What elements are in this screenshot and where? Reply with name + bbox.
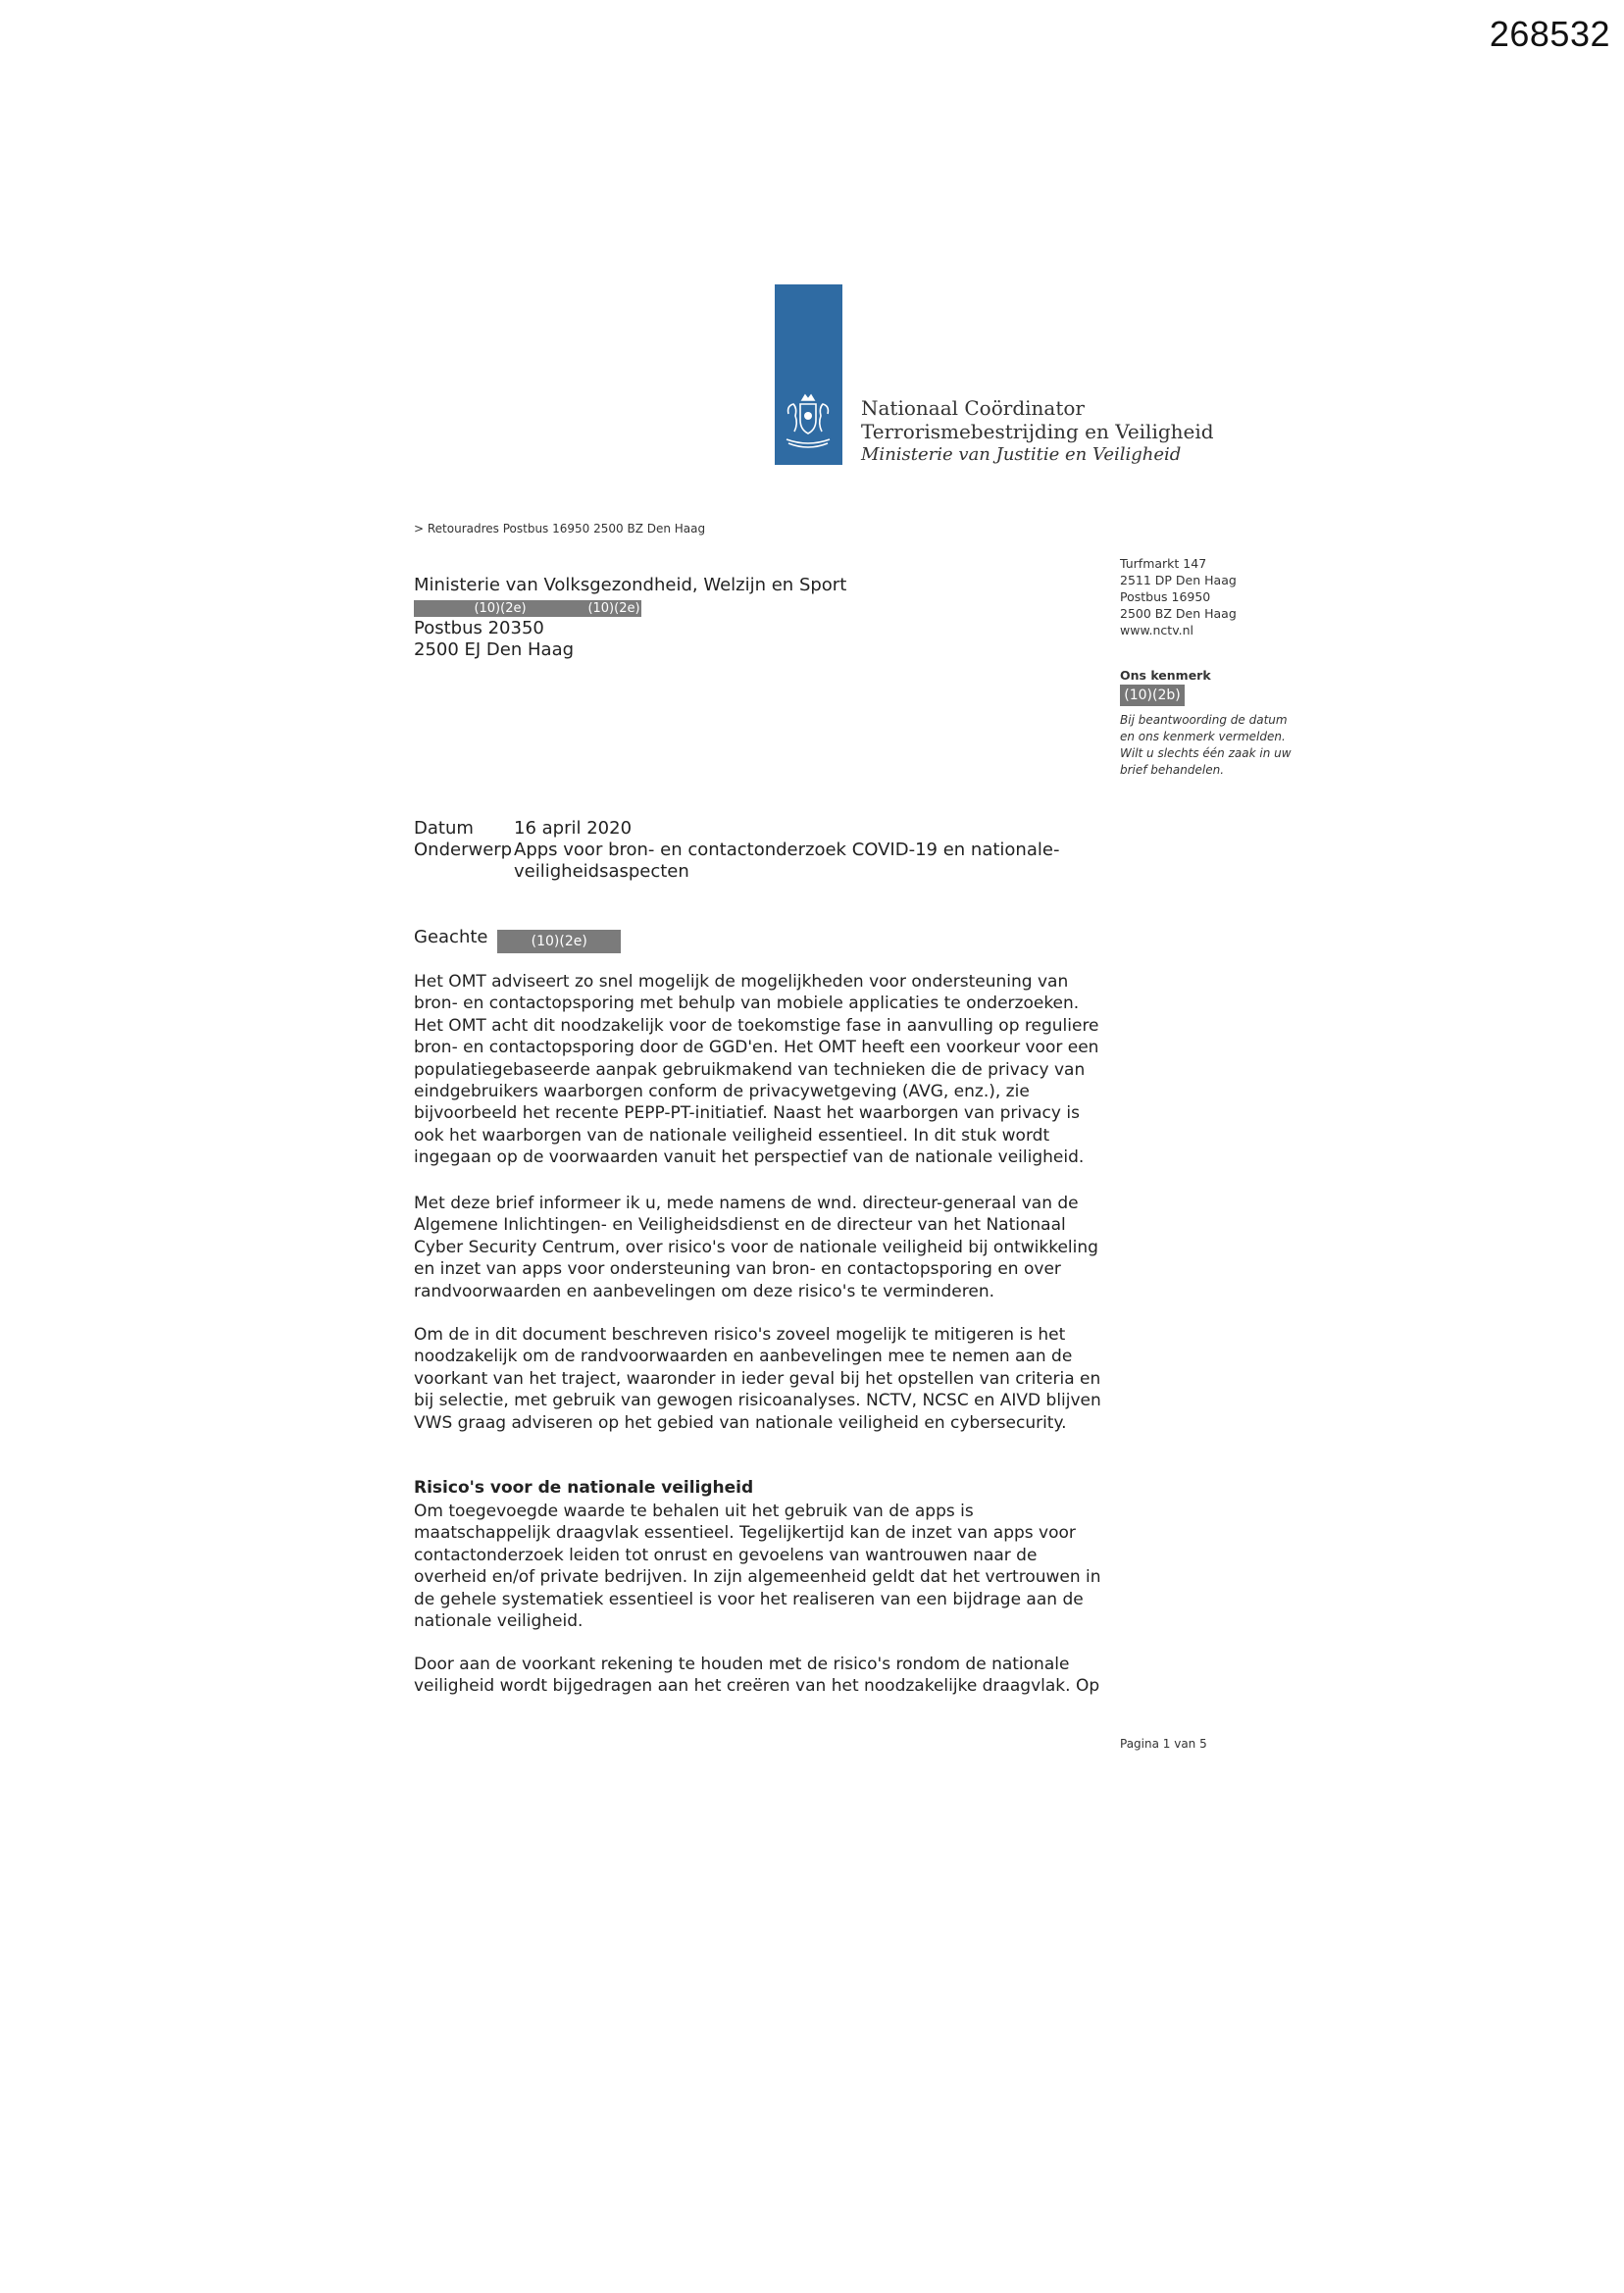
document-number: 268532	[1489, 14, 1610, 54]
sender-street: Turfmarkt 147	[1120, 556, 1207, 571]
kenmerk-label: Ons kenmerk	[1120, 668, 1211, 683]
paragraph-text: Om toegevoegde waarde te behalen uit het gebruik van de apps is maatschappelijk draagvlak essentieel. Tegelijkertijd kan de inzet van apps voor contactonderzoek leiden tot onrust en gevoelens van wantrouwen naar de overheid en/of private bedrijven. In zijn algemeenheid geldt dat het vertrouwen in de gehele systematiek essentieel is voor het realiseren van een bijdrage aan de nationale veiligheid.	[414, 1502, 1101, 1632]
paragraph-text: Door aan de voorkant rekening te houden met de risico's rondom de nationale veiligheid wordt bijgedragen aan het creëren van het noodzakelijke draagvlak. Op	[414, 1655, 1100, 1697]
kenmerk-note-line: brief behandelen.	[1120, 763, 1225, 777]
redaction-block: (10)(2e)	[414, 600, 586, 617]
recipient-postbus: Postbus 20350	[414, 618, 544, 638]
letter-meta	[414, 818, 1063, 883]
date-row	[414, 818, 1063, 840]
kenmerk-note-line: Bij beantwoording de datum	[1120, 713, 1288, 727]
kenmerk-redaction: (10)(2b)	[1120, 685, 1185, 706]
paragraph	[414, 1324, 1106, 1434]
paragraph	[414, 971, 1106, 1169]
redaction-block: (10)(2e)	[587, 601, 640, 616]
kenmerk-note-line: en ons kenmerk vermelden.	[1120, 730, 1286, 743]
sender-postbus-city: 2500 BZ Den Haag	[1120, 606, 1237, 621]
logo-ministry: Ministerie van Justitie en Veiligheid	[861, 444, 1182, 465]
paragraph-text: Het OMT adviseert zo snel mogelijk de mogelijkheden voor ondersteuning van bron- en contactopsporing met behulp van mobiele applicaties te onderzoeken. Het OMT acht dit noodzakelijk voor de toekomstige fase in aanvulling op reguliere bron- en contactopsporing door de GGD'en. Het OMT heeft een voorkeur voor een populatiegebaseerde aanpak gebruikmakend van technieken die de privacy van eindgebruikers waarborgen conform de privacywetgeving (AVG, enz.), zie bijvoorbeeld het recente PEPP-PT-initiatief. Naast het waarborgen van privacy is ook het waarborgen van de nationale veiligheid essentieel. In dit stuk wordt ingegaan op de voorwaarden vanuit het perspectief van de nationale veiligheid.	[414, 972, 1099, 1168]
paragraph-text: Om de in dit document beschreven risico's zoveel mogelijk te mitigeren is het noodzakelijk om de randvoorwaarden en aanbevelingen mee te nemen aan de voorkant van het traject, waaronder in ieder geval bij het opstellen van criteria en bij selectie, met gebruik van gewogen risicoanalyses. NCTV, NCSC en AIVD blijven VWS graag adviseren op het gebied van nationale veiligheid en cybersecurity.	[414, 1325, 1101, 1433]
recipient-address	[414, 575, 846, 661]
recipient-name: Ministerie van Volksgezondheid, Welzijn en Sport	[414, 575, 847, 595]
paragraph	[414, 1193, 1106, 1302]
sender-postcode-city: 2511 DP Den Haag	[1120, 573, 1237, 587]
subject-row	[414, 840, 1063, 883]
kenmerk-note	[1120, 712, 1292, 779]
logo-text	[861, 396, 1214, 467]
page-number: Pagina 1 van 5	[1120, 1737, 1207, 1751]
redaction-block: (10)(2e)	[497, 930, 621, 953]
paragraph	[414, 1501, 1106, 1632]
subject-label: Onderwerp	[414, 840, 513, 860]
salutation-text: Geachte	[414, 927, 488, 947]
coat-of-arms-icon	[781, 392, 836, 451]
paragraph	[414, 1654, 1106, 1698]
sender-postbus: Postbus 16950	[1120, 589, 1211, 604]
recipient-postcode-city: 2500 EJ Den Haag	[414, 639, 575, 660]
subject-value: Apps voor bron- en contactonderzoek COVID-19 en nationale-veiligheidsaspecten	[514, 840, 1060, 882]
paragraph-text: Met deze brief informeer ik u, mede namens de wnd. directeur-generaal van de Algemene Inlichtingen- en Veiligheidsdienst en de directeur van het Nationaal Cyber Security Centrum, over risico's voor de nationale veiligheid bij ontwikkeling en inzet van apps voor ondersteuning van bron- en contactopsporing en over randvoorwaarden en aanbevelingen om deze risico's te verminderen.	[414, 1194, 1098, 1301]
logo-line-1: Nationaal Coördinator	[861, 396, 1085, 420]
salutation	[414, 927, 621, 953]
kenmerk-note-line: Wilt u slechts één zaak in uw	[1120, 746, 1292, 760]
section-heading: Risico's voor de nationale veiligheid	[414, 1478, 754, 1498]
date-label: Datum	[414, 818, 474, 839]
sender-website: www.nctv.nl	[1120, 623, 1193, 637]
recipient-redaction-row	[414, 596, 846, 618]
sender-address	[1120, 555, 1237, 638]
logo-line-2: Terrorismebestrijding en Veiligheid	[861, 420, 1214, 443]
date-value: 16 april 2020	[514, 818, 633, 839]
return-address: > Retouradres Postbus 16950 2500 BZ Den Haag	[414, 522, 706, 535]
